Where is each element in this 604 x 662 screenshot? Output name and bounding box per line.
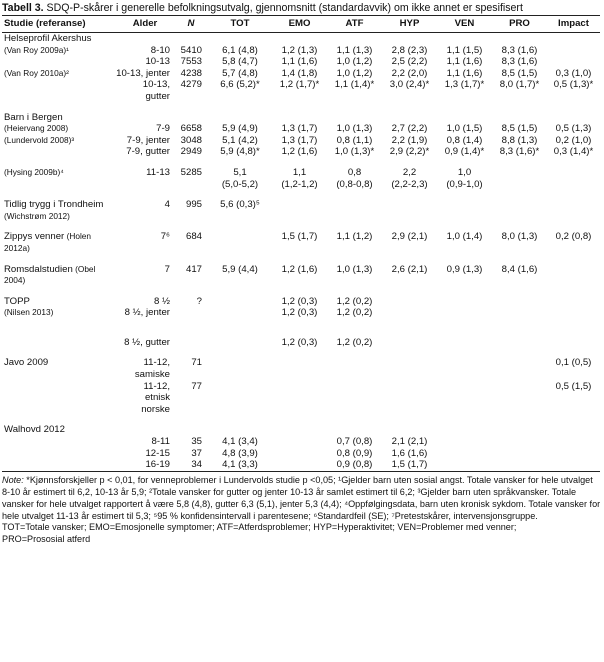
table-row — [2, 296, 600, 308]
row-spacer — [2, 222, 600, 231]
cell-alder — [116, 112, 174, 124]
cell-ven — [437, 33, 492, 45]
cell-imp — [547, 448, 600, 460]
cell-n: 71 — [191, 357, 202, 369]
cell-imp — [547, 264, 600, 287]
row-spacer — [2, 328, 600, 337]
sdq-table — [2, 15, 600, 472]
cell-hyp: 2,1 (2,1) — [391, 436, 428, 448]
row-spacer — [2, 190, 600, 199]
cell-imp — [547, 167, 600, 190]
col-header-emo: EMO — [272, 16, 327, 33]
cell-studie — [2, 45, 116, 57]
cell-studie — [2, 33, 116, 45]
cell-emo — [272, 424, 327, 436]
cell-pro: 8,8 (1,3) — [501, 134, 538, 146]
cell-imp — [547, 33, 600, 45]
study-name: TOPP — [4, 295, 30, 307]
cell-alder: 12-15 — [145, 447, 170, 459]
cell-imp — [547, 459, 600, 471]
cell-alder: 7-9, jenter — [126, 134, 170, 146]
cell-tot — [208, 424, 272, 436]
cell-ven — [437, 112, 492, 124]
cell-tot — [208, 231, 272, 254]
cell-imp — [547, 307, 600, 319]
cell-alder: 7-9, gutter — [126, 146, 170, 158]
cell-tot — [208, 296, 272, 308]
row-spacer — [2, 287, 600, 296]
cell-pro — [492, 357, 547, 380]
cell-ven — [437, 199, 492, 222]
cell-hyp: 1,6 (1,6) — [391, 447, 428, 459]
cell-emo: 1,4 (1,8) — [281, 67, 318, 79]
cell-pro: 8,4 (1,6) — [501, 263, 538, 275]
cell-n: 417 — [185, 263, 202, 275]
cell-studie — [2, 436, 116, 448]
table-row — [2, 459, 600, 471]
cell-ven — [437, 448, 492, 460]
cell-studie — [2, 296, 116, 308]
cell-ven — [437, 436, 492, 448]
study-reference: (Nilsen 2013) — [4, 307, 54, 318]
table-row — [2, 56, 600, 68]
cell-studie — [2, 448, 116, 460]
cell-atf: 1,2 (0,2) — [336, 307, 373, 319]
table-body — [2, 33, 600, 472]
table-row — [2, 264, 600, 287]
cell-alder: 11-12, samiske — [134, 357, 170, 381]
study-reference: (Holen 2012a) — [4, 231, 92, 253]
cell-imp: 0,2 (0,8) — [555, 231, 592, 243]
cell-atf: 1,0 (1,3) — [336, 123, 373, 135]
cell-pro: 8,3 (1,6)* — [499, 146, 540, 158]
study-reference: (Wichstrøm 2012) — [4, 210, 70, 221]
header-row — [2, 16, 600, 33]
cell-pro — [492, 459, 547, 471]
cell-emo: 1,2 (0,3) — [281, 307, 318, 319]
cell-atf: 0,8 (0,9) — [336, 447, 373, 459]
cell-studie — [2, 79, 116, 102]
cell-alder: 7⁶ — [160, 231, 170, 243]
note-abbreviations-1: TOT=Totale vansker; EMO=Emosjonelle symptomer; ATF=Atferdsproblemer; HYP=Hyperaktivitet; VEN=Problemer med venner; — [2, 522, 517, 533]
cell-n: 5410 — [180, 44, 202, 56]
table-note — [0, 472, 604, 546]
cell-imp — [547, 56, 600, 68]
cell-n: 77 — [191, 380, 202, 392]
row-spacer — [2, 103, 600, 112]
cell-pro: 8,0 (1,7)* — [499, 79, 540, 91]
table-row — [2, 33, 600, 45]
cell-n — [174, 307, 208, 319]
cell-alder: 8 ½ — [153, 295, 170, 307]
row-spacer — [2, 255, 600, 264]
cell-tot: 5,8 (4,7) — [222, 56, 258, 68]
cell-emo: 1,2 (1,6) — [281, 263, 318, 275]
cell-pro: 8,0 (1,3) — [501, 231, 538, 243]
cell-atf: 1,1 (1,3) — [336, 44, 373, 56]
cell-studie — [2, 459, 116, 471]
cell-imp: 0,1 (0,5) — [555, 357, 592, 369]
cell-n: 4279 — [180, 79, 202, 91]
cell-atf: 1,0 (1,3) — [336, 263, 373, 275]
study-reference: (Van Roy 2009a)¹ — [4, 44, 69, 55]
col-header-alder: Alder — [116, 16, 174, 33]
cell-studie — [2, 357, 116, 380]
cell-studie — [2, 146, 116, 158]
cell-ven: 1,3 (1,7)* — [444, 79, 485, 91]
cell-tot — [208, 337, 272, 349]
cell-ven — [437, 307, 492, 319]
col-header-ven: VEN — [437, 16, 492, 33]
cell-hyp — [382, 381, 437, 416]
cell-hyp — [382, 337, 437, 349]
cell-pro — [492, 33, 547, 45]
cell-emo — [272, 459, 327, 471]
table-row — [2, 123, 600, 135]
cell-tot: 5,7 (4,8) — [222, 67, 258, 79]
cell-imp — [547, 45, 600, 57]
cell-emo: 1,2 (0,3) — [281, 336, 318, 348]
cell-pro — [492, 307, 547, 319]
cell-n: 35 — [191, 436, 202, 448]
cell-ven: 1,0 (1,4) — [446, 231, 483, 243]
cell-tot: 5,1 (4,2) — [222, 134, 258, 146]
note-label: Note: — [2, 474, 24, 485]
cell-alder: 7-9 — [156, 123, 170, 135]
cell-alder — [116, 33, 174, 45]
cell-studie — [2, 337, 116, 349]
table-row — [2, 167, 600, 190]
cell-hyp: 2,5 (2,2) — [391, 56, 428, 68]
cell-emo: 1,2 (1,3) — [281, 44, 318, 56]
row-spacer — [2, 415, 600, 424]
cell-hyp — [382, 199, 437, 222]
col-header-pro: PRO — [492, 16, 547, 33]
cell-ven: 1,1 (1,6) — [446, 67, 483, 79]
cell-alder: 10-13, jenter — [116, 67, 170, 79]
table-row — [2, 436, 600, 448]
cell-tot: 5,9 (4,8)* — [220, 146, 260, 158]
cell-emo — [272, 199, 327, 222]
cell-emo — [272, 112, 327, 124]
cell-ven: 0,8 (1,4) — [446, 134, 483, 146]
cell-n: 2949 — [180, 146, 202, 158]
cell-studie — [2, 424, 116, 436]
cell-atf: 1,1 (1,4)* — [334, 79, 375, 91]
cell-tot: 4,8 (3,9) — [222, 447, 258, 459]
cell-imp — [547, 337, 600, 349]
table-row — [2, 79, 600, 102]
cell-atf: 0,9 (0,8) — [327, 459, 382, 471]
cell-emo: 1,2 (1,6) — [281, 146, 318, 158]
col-header-impact: Impact — [547, 16, 600, 33]
cell-n — [174, 424, 208, 436]
cell-emo — [272, 436, 327, 448]
cell-atf — [327, 199, 382, 222]
study-name: Romsdalstudien — [4, 263, 73, 275]
cell-studie — [2, 135, 116, 147]
cell-n: 684 — [185, 231, 202, 243]
cell-n: 7553 — [180, 56, 202, 68]
cell-atf: 1,2 (0,2) — [336, 295, 373, 307]
cell-hyp — [382, 296, 437, 308]
cell-pro — [492, 448, 547, 460]
cell-hyp — [382, 33, 437, 45]
cell-atf — [327, 424, 382, 436]
cell-ven: 1,1 (1,6) — [446, 56, 483, 68]
cell-n: 34 — [174, 459, 208, 471]
cell-emo: 1,1 (1,6) — [281, 56, 318, 68]
cell-studie — [2, 56, 116, 68]
cell-pro — [492, 436, 547, 448]
cell-emo — [272, 33, 327, 45]
cell-tot: 4,1 (3,4) — [222, 436, 258, 448]
cell-hyp: 2,2 (1,9) — [391, 134, 428, 146]
cell-emo — [272, 448, 327, 460]
note-text: *Kjønnsforskjeller p < 0,01, for venneproblemer i Lundervolds studie p <0,05; ¹Gjelder barn uten sosial angst. Totale vansker for hele utvalget 8-10 år estimert til 6,2, 10-13 år 5,9; ²Totale vansker for gutter og jenter 10-13 år samlet estimert til 6,2; ³Gjelder barn uten språkvansker. Totale vansker for hele utvalget rapportert å være 5,8 (4,8), gutter 6,3 (5,1), jenter 5,3 (4,4); ⁴Oppfølgingsdata, barn uten kronisk sykdom. Totale vansker for hele utvalget 11-13 år estimert til 5,3; ⁵95 % konfidensintervall i parentesene; ⁶Standardfeil (SE); ⁷Pretestskårer, intervensjonsgruppe. — [2, 474, 601, 521]
cell-imp — [547, 296, 600, 308]
cell-atf: 1,0 (1,2) — [336, 56, 373, 68]
cell-hyp: 2,2 (2,2-2,3) — [391, 166, 428, 190]
cell-emo: 1,5 (1,7) — [281, 231, 318, 243]
cell-pro — [492, 381, 547, 416]
study-reference: (Van Roy 2010a)² — [4, 67, 69, 78]
cell-tot: 5,9 (4,4) — [222, 263, 258, 275]
cell-imp — [547, 112, 600, 124]
cell-ven: 1,0 (1,5) — [446, 123, 483, 135]
table-row — [2, 357, 600, 380]
cell-atf: 1,0 (1,2) — [336, 67, 373, 79]
table-row — [2, 381, 600, 416]
cell-pro: 8,5 (1,5) — [501, 123, 538, 135]
study-name: Helseprofil Akershus — [4, 33, 92, 44]
table-row — [2, 424, 600, 436]
cell-hyp: 2,9 (2,1) — [391, 231, 428, 243]
col-header-n: N — [174, 16, 208, 33]
table-row — [2, 231, 600, 254]
study-reference: (Obel 2004) — [4, 263, 96, 286]
study-name: Zippys venner — [4, 231, 65, 243]
cell-imp: 0,2 (1,0) — [555, 134, 592, 146]
col-header-atf: ATF — [327, 16, 382, 33]
cell-studie — [2, 264, 116, 287]
cell-pro — [492, 424, 547, 436]
cell-n: 4238 — [180, 67, 202, 79]
cell-emo: 1,2 (0,3) — [281, 295, 318, 307]
study-reference: (Heiervang 2008) — [4, 123, 69, 134]
cell-atf — [327, 33, 382, 45]
cell-studie — [2, 307, 116, 319]
cell-atf — [327, 112, 382, 124]
cell-studie — [2, 123, 116, 135]
cell-tot — [208, 381, 272, 416]
study-reference: (Hysing 2009b)⁴ — [4, 166, 64, 177]
cell-atf: 1,1 (1,2) — [336, 231, 373, 243]
cell-ven: 1,0 (0,9-1,0) — [446, 166, 483, 190]
cell-atf: 1,2 (0,2) — [336, 336, 373, 348]
cell-atf — [327, 381, 382, 416]
cell-atf: 0,7 (0,8) — [336, 436, 373, 448]
table-row — [2, 307, 600, 319]
cell-alder: 10-13, gutter — [142, 79, 170, 102]
cell-imp: 0,3 (1,0) — [555, 67, 592, 79]
cell-n — [174, 337, 208, 349]
cell-pro: 8,5 (1,5) — [501, 67, 538, 79]
cell-hyp: 2,8 (2,3) — [391, 44, 428, 56]
cell-alder: 11-12, etnisk norske — [141, 380, 170, 415]
cell-tot — [208, 112, 272, 124]
cell-pro — [492, 112, 547, 124]
cell-n — [174, 112, 208, 124]
cell-ven — [437, 296, 492, 308]
table-row — [2, 112, 600, 124]
cell-alder: 7 — [164, 263, 170, 275]
cell-studie — [2, 112, 116, 124]
cell-atf: 1,0 (1,3)* — [334, 146, 375, 158]
cell-n: 995 — [185, 199, 202, 211]
study-name: Javo 2009 — [4, 357, 49, 369]
caption-label: Tabell 3. — [2, 2, 44, 14]
cell-hyp: 3,0 (2,4)* — [389, 79, 430, 91]
col-header-studie: Studie (referanse) — [2, 16, 116, 33]
cell-emo: 1,3 (1,7) — [281, 123, 318, 135]
cell-ven: 1,1 (1,5) — [446, 44, 483, 56]
cell-hyp: 2,7 (2,2) — [391, 123, 428, 135]
cell-emo: 1,2 (1,7)* — [279, 79, 320, 91]
cell-atf — [327, 357, 382, 380]
table-row — [2, 337, 600, 349]
note-abbreviations-2: PRO=Prososial atferd — [2, 534, 91, 545]
cell-imp — [547, 424, 600, 436]
cell-studie — [2, 381, 116, 416]
cell-ven: 0,9 (1,3) — [446, 263, 483, 275]
cell-alder: 10-13 — [145, 56, 170, 68]
cell-tot — [208, 307, 272, 319]
row-spacer — [2, 158, 600, 167]
cell-alder — [116, 424, 174, 436]
cell-hyp: 2,9 (2,2)* — [389, 146, 430, 158]
study-name: Tidlig trygg i Trondheim — [4, 199, 104, 211]
cell-tot: 6,1 (4,8) — [222, 44, 258, 56]
table-row — [2, 68, 600, 80]
cell-tot: 5,9 (4,9) — [222, 123, 258, 135]
cell-n: 6658 — [180, 123, 202, 135]
cell-pro — [492, 296, 547, 308]
cell-n: 37 — [191, 447, 202, 459]
cell-tot: 5,6 (0,3)⁵ — [220, 199, 260, 211]
cell-imp: 0,5 (1,3) — [555, 123, 592, 135]
cell-n: 5285 — [180, 166, 202, 178]
cell-tot — [208, 33, 272, 45]
cell-pro — [492, 199, 547, 222]
table-row — [2, 448, 600, 460]
cell-studie — [2, 199, 116, 222]
cell-emo: 1,1 (1,2-1,2) — [281, 166, 318, 190]
cell-ven — [437, 424, 492, 436]
study-name: Barn i Bergen — [4, 111, 63, 123]
cell-alder: 16-19 — [116, 459, 174, 471]
cell-pro — [492, 337, 547, 349]
cell-n: ? — [196, 295, 202, 307]
table-caption — [0, 0, 604, 15]
study-reference: (Lundervold 2008)³ — [4, 134, 75, 145]
cell-hyp: 2,2 (2,0) — [391, 67, 428, 79]
cell-studie — [2, 231, 116, 254]
caption-text: SDQ-P-skårer i generelle befolkningsutvalg, gjennomsnitt (standardavvik) om ikke annet er spesifisert — [43, 2, 523, 14]
cell-pro: 8,3 (1,6) — [501, 44, 538, 56]
row-spacer — [2, 348, 600, 357]
cell-tot: 5,1 (5,0-5,2) — [221, 166, 259, 190]
cell-studie — [2, 167, 116, 190]
cell-atf: 0,8 (1,1) — [336, 134, 373, 146]
cell-ven — [437, 459, 492, 471]
cell-hyp: 1,5 (1,7) — [382, 459, 437, 471]
cell-imp — [547, 436, 600, 448]
cell-tot — [208, 357, 272, 380]
row-spacer — [2, 319, 600, 328]
cell-alder: 8-10 — [150, 44, 170, 56]
cell-hyp — [382, 357, 437, 380]
cell-imp: 0,3 (1,4)* — [553, 146, 594, 158]
cell-ven — [437, 381, 492, 416]
cell-alder: 11-13 — [146, 166, 170, 178]
table-row — [2, 135, 600, 147]
cell-alder: 8 ½, gutter — [124, 336, 170, 348]
cell-imp: 0,5 (1,3)* — [553, 79, 594, 91]
cell-hyp — [382, 112, 437, 124]
cell-alder: 8 ½, jenter — [124, 307, 170, 319]
cell-hyp: 2,6 (2,1) — [391, 263, 428, 275]
cell-ven — [437, 337, 492, 349]
table-row — [2, 199, 600, 222]
table-row — [2, 146, 600, 158]
cell-imp — [547, 199, 600, 222]
col-header-hyp: HYP — [382, 16, 437, 33]
cell-n: 3048 — [180, 134, 202, 146]
cell-pro: 8,3 (1,6) — [501, 56, 538, 68]
cell-atf: 0,8 (0,8-0,8) — [336, 166, 373, 190]
cell-tot: 4,1 (3,3) — [208, 459, 272, 471]
cell-imp: 0,5 (1,5) — [555, 380, 592, 392]
study-name: Walhovd 2012 — [4, 424, 65, 436]
table-row — [2, 45, 600, 57]
cell-alder: 4 — [164, 199, 170, 211]
cell-pro — [492, 167, 547, 190]
cell-emo — [272, 357, 327, 380]
cell-hyp — [382, 307, 437, 319]
cell-ven: 0,9 (1,4)* — [444, 146, 485, 158]
cell-emo — [272, 381, 327, 416]
cell-hyp — [382, 424, 437, 436]
cell-emo: 1,3 (1,7) — [281, 134, 318, 146]
cell-tot: 6,6 (5,2)* — [220, 79, 260, 91]
col-header-tot: TOT — [208, 16, 272, 33]
cell-ven — [437, 357, 492, 380]
cell-studie — [2, 68, 116, 80]
cell-n — [174, 33, 208, 45]
cell-alder: 8-11 — [151, 436, 170, 448]
